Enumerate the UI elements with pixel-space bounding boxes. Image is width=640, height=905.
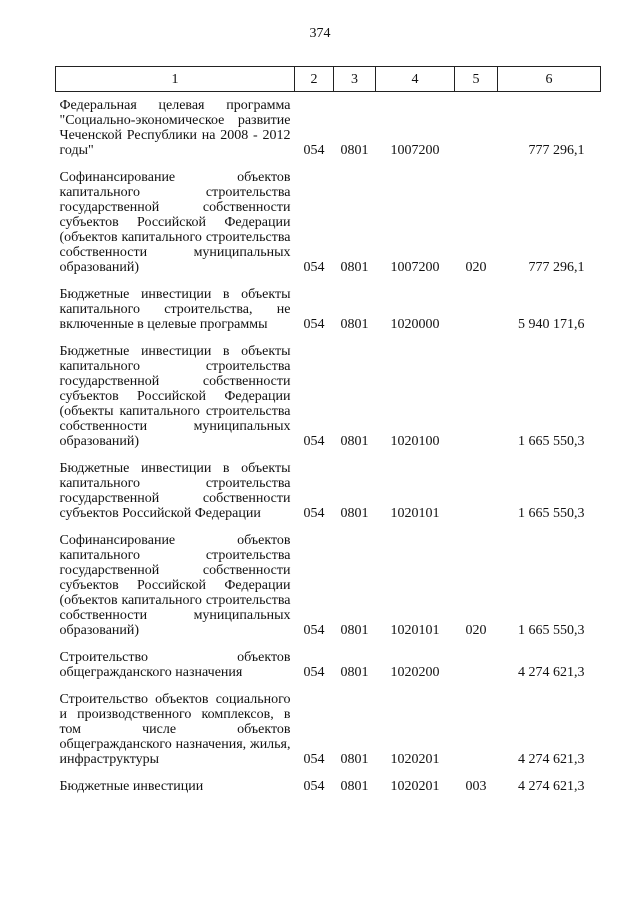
row-section-code: 0801 (340, 260, 369, 275)
row-expense-type-code (455, 680, 498, 767)
row-ministry-code: 054 (303, 143, 325, 158)
table-row (56, 275, 601, 332)
row-name: Бюджетные инвестиции (59, 779, 204, 794)
row-expense-type-code: 003 (465, 779, 487, 794)
row-amount: 1 665 550,3 (518, 506, 585, 521)
row-name: Строительство объектов социального и производственного комплексов, в том числе объектов общегражданского назначения, жилья, инфраструктуры (59, 692, 291, 767)
row-name: Софинансирование объектов капитального строительства государственной собственности субъектов Российской Федерации (объектов капитального строительства собственности муниципальных образований) (59, 533, 291, 638)
table-row (56, 638, 601, 680)
row-ministry-code: 054 (303, 779, 325, 794)
row-ministry-code: 054 (303, 665, 325, 680)
row-amount: 1 665 550,3 (518, 434, 585, 449)
table-row (56, 521, 601, 638)
row-section-code: 0801 (340, 317, 369, 332)
table-row (56, 158, 601, 275)
table-header-row (56, 67, 601, 92)
row-section-code: 0801 (340, 665, 369, 680)
row-expense-type-code (455, 332, 498, 449)
row-target-code: 1020101 (390, 623, 440, 638)
row-expense-type-code (455, 275, 498, 332)
row-amount: 1 665 550,3 (518, 623, 585, 638)
row-ministry-code: 054 (303, 317, 325, 332)
row-name: Бюджетные инвестиции в объекты капитального строительства государственной собственности субъектов Российской Федерации (объекты капитального строительства собственности муниципальных образований) (59, 344, 291, 449)
header-col-5: 5 (455, 67, 498, 92)
row-ministry-code: 054 (303, 260, 325, 275)
row-section-code: 0801 (340, 434, 369, 449)
row-ministry-code: 054 (303, 434, 325, 449)
row-expense-type-code: 020 (465, 260, 487, 275)
header-col-3: 3 (334, 67, 376, 92)
header-col-2: 2 (295, 67, 334, 92)
table-row (56, 332, 601, 449)
table-row (56, 92, 601, 159)
row-target-code: 1020201 (390, 752, 440, 767)
row-target-code: 1020101 (390, 506, 440, 521)
row-target-code: 1020000 (390, 317, 440, 332)
row-ministry-code: 054 (303, 623, 325, 638)
table-row (56, 449, 601, 521)
row-name: Софинансирование объектов капитального строительства государственной собственности субъектов Российской Федерации (объектов капитального строительства собственности муниципальных образований) (59, 170, 291, 275)
row-expense-type-code (455, 449, 498, 521)
row-section-code: 0801 (340, 779, 369, 794)
budget-table (55, 66, 601, 794)
row-target-code: 1020201 (390, 779, 440, 794)
row-target-code: 1007200 (390, 260, 440, 275)
row-section-code: 0801 (340, 752, 369, 767)
row-ministry-code: 054 (303, 506, 325, 521)
table-row (56, 680, 601, 767)
header-col-4: 4 (376, 67, 455, 92)
row-target-code: 1020200 (390, 665, 440, 680)
row-name: Бюджетные инвестиции в объекты капитального строительства государственной собственности субъектов Российской Федерации (59, 461, 291, 521)
row-amount: 5 940 171,6 (518, 317, 585, 332)
row-expense-type-code (455, 92, 498, 159)
row-amount: 4 274 621,3 (518, 752, 585, 767)
row-target-code: 1020100 (390, 434, 440, 449)
row-ministry-code: 054 (303, 752, 325, 767)
row-expense-type-code: 020 (465, 623, 487, 638)
row-expense-type-code (455, 638, 498, 680)
page-number: 374 (309, 26, 331, 41)
row-target-code: 1007200 (390, 143, 440, 158)
row-section-code: 0801 (340, 623, 369, 638)
table-row (56, 767, 601, 794)
header-col-6: 6 (498, 67, 601, 92)
row-amount: 777 296,1 (528, 143, 585, 158)
header-col-1: 1 (56, 67, 295, 92)
row-amount: 4 274 621,3 (518, 779, 585, 794)
row-name: Бюджетные инвестиции в объекты капитального строительства, не включенные в целевые программы (59, 287, 291, 332)
row-amount: 777 296,1 (528, 260, 585, 275)
row-amount: 4 274 621,3 (518, 665, 585, 680)
row-section-code: 0801 (340, 143, 369, 158)
row-name: Федеральная целевая программа "Социально-экономическое развитие Чеченской Республики на 2008 - 2012 годы" (59, 98, 291, 158)
row-section-code: 0801 (340, 506, 369, 521)
row-name: Строительство объектов общегражданского назначения (59, 650, 291, 680)
